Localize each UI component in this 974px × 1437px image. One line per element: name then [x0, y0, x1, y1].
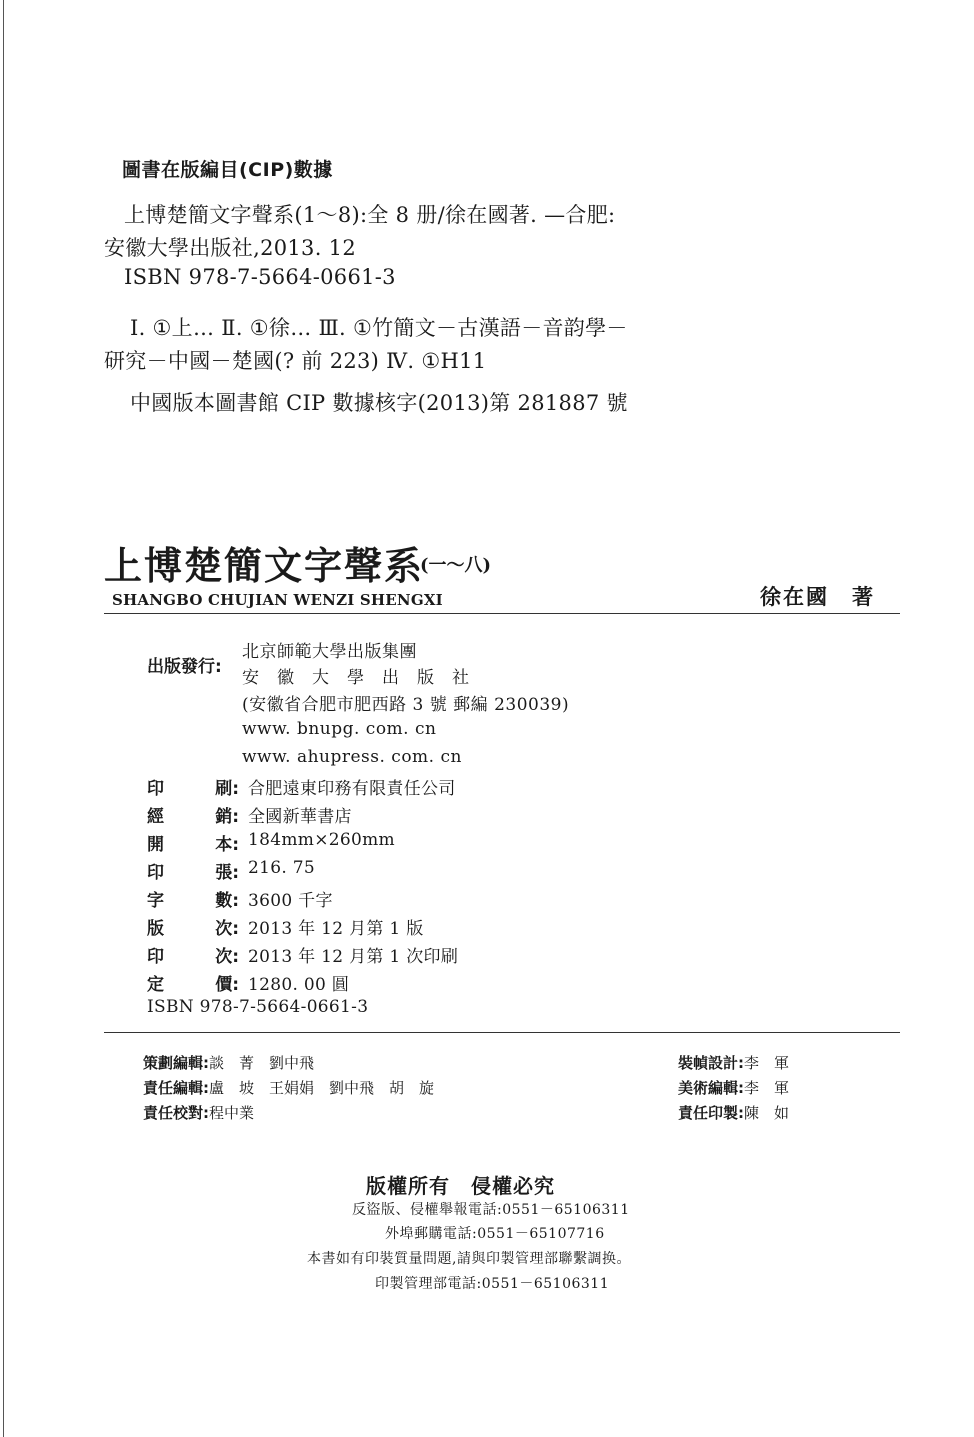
detail-key-char: 次 — [215, 919, 233, 939]
detail-key-char: 經 — [147, 807, 164, 827]
staff-label: 策劃編輯: — [143, 1054, 209, 1072]
copyright-notice: 版權所有 侵權必究 — [366, 1174, 555, 1198]
book-volumes: (一～八) — [420, 555, 492, 576]
detail-value: 2013 年 12 月第 1 次印刷 — [248, 947, 459, 967]
publisher-line-1: 北京師範大學出版集團 — [242, 642, 417, 662]
detail-key-char: 張 — [215, 863, 233, 883]
detail-value: 全國新華書店 — [248, 807, 352, 827]
quality-notice: 本書如有印裝質量問題,請與印製管理部聯繫調换。 — [307, 1251, 631, 1267]
staff-label: 裝幀設計: — [678, 1054, 744, 1072]
staff-proofreader — [143, 1102, 254, 1123]
print-management-phone: 印製管理部電話:0551－65106311 — [375, 1276, 610, 1292]
publisher-website-1: www. bnupg. com. cn — [242, 719, 437, 739]
staff-binding-design — [678, 1052, 789, 1073]
staff-responsible-editor — [143, 1077, 434, 1098]
publisher-line-2: 安 徽 大 學 出 版 社 — [242, 668, 470, 688]
staff-value: 程中業 — [209, 1104, 255, 1122]
isbn-bottom: ISBN 978-7-5664-0661-3 — [147, 997, 369, 1017]
book-subtitle: SHANGBO CHUJIAN WENZI SHENGXI — [112, 591, 443, 609]
cip-heading: 圖書在版編目(CIP)數據 — [122, 159, 333, 181]
staff-value: 談 菁 劉中飛 — [209, 1054, 315, 1072]
publisher-website-2: www. ahupress. com. cn — [242, 747, 462, 767]
detail-value: 合肥遠東印務有限責任公司 — [248, 779, 456, 799]
cip-line-classification-1: Ⅰ. ①上… Ⅱ. ①徐… Ⅲ. ①竹簡文－古漢語－音韵學－ — [130, 316, 628, 340]
book-author: 徐在國 著 — [760, 585, 875, 609]
staff-art-editor — [678, 1077, 789, 1098]
staff-label: 美術編輯: — [678, 1079, 744, 1097]
detail-key-char: 版 — [147, 919, 164, 939]
cip-line-classification-2: 研究－中國－楚國(? 前 223) Ⅳ. ①H11 — [104, 349, 487, 373]
staff-planning-editor — [143, 1052, 314, 1073]
antipiracy-phone: 反盜版、侵權舉報電話:0551－65106311 — [352, 1202, 630, 1218]
staff-value: 李 軍 — [744, 1054, 790, 1072]
book-title: 上博楚簡文字聲系 — [104, 543, 425, 588]
staff-label: 責任印製: — [678, 1104, 744, 1122]
detail-value: 184mm×260mm — [248, 830, 395, 850]
mail-order-phone: 外埠郵購電話:0551－65107716 — [385, 1226, 605, 1242]
detail-key-char: 次 — [215, 947, 233, 967]
detail-key-char: 印 — [147, 863, 164, 883]
staff-value: 李 軍 — [744, 1079, 790, 1097]
staff-value: 陳 如 — [744, 1104, 790, 1122]
title-divider — [104, 613, 900, 614]
staff-label: 責任編輯: — [143, 1079, 209, 1097]
cip-line-isbn: ISBN 978-7-5664-0661-3 — [124, 265, 396, 289]
detail-key-char: 印 — [147, 947, 164, 967]
detail-key-char: 銷 — [215, 807, 233, 827]
cip-line-publisher: 安徽大學出版社,2013. 12 — [104, 236, 356, 260]
detail-key-char: 本 — [215, 835, 233, 855]
detail-key-char: 數 — [215, 891, 233, 911]
staff-label: 責任校對: — [143, 1104, 209, 1122]
staff-print-supervisor — [678, 1102, 789, 1123]
cip-line-title: 上博楚簡文字聲系(1～8):全 8 册/徐在國著. —合肥: — [124, 203, 616, 227]
detail-value: 3600 千字 — [248, 891, 333, 911]
detail-key-char: 定 — [147, 975, 164, 995]
detail-value: 1280. 00 圓 — [248, 975, 350, 995]
details-divider — [104, 1032, 900, 1033]
detail-key-char: 字 — [147, 891, 164, 911]
detail-value: 2013 年 12 月第 1 版 — [248, 919, 424, 939]
detail-key-char: 價 — [215, 975, 233, 995]
detail-key-char: 開 — [147, 835, 164, 855]
publisher-address: (安徽省合肥市肥西路 3 號 郵編 230039) — [242, 695, 570, 715]
page-edge — [3, 0, 4, 1437]
detail-key-char: 刷 — [215, 779, 233, 799]
staff-value: 盧 坡 王娟娟 劉中飛 胡 旋 — [209, 1079, 435, 1097]
cip-record-number: 中國版本圖書館 CIP 數據核字(2013)第 281887 號 — [130, 391, 628, 415]
detail-value: 216. 75 — [248, 858, 315, 878]
detail-key-char: 印 — [147, 779, 164, 799]
publisher-label: 出版發行: — [147, 657, 222, 677]
